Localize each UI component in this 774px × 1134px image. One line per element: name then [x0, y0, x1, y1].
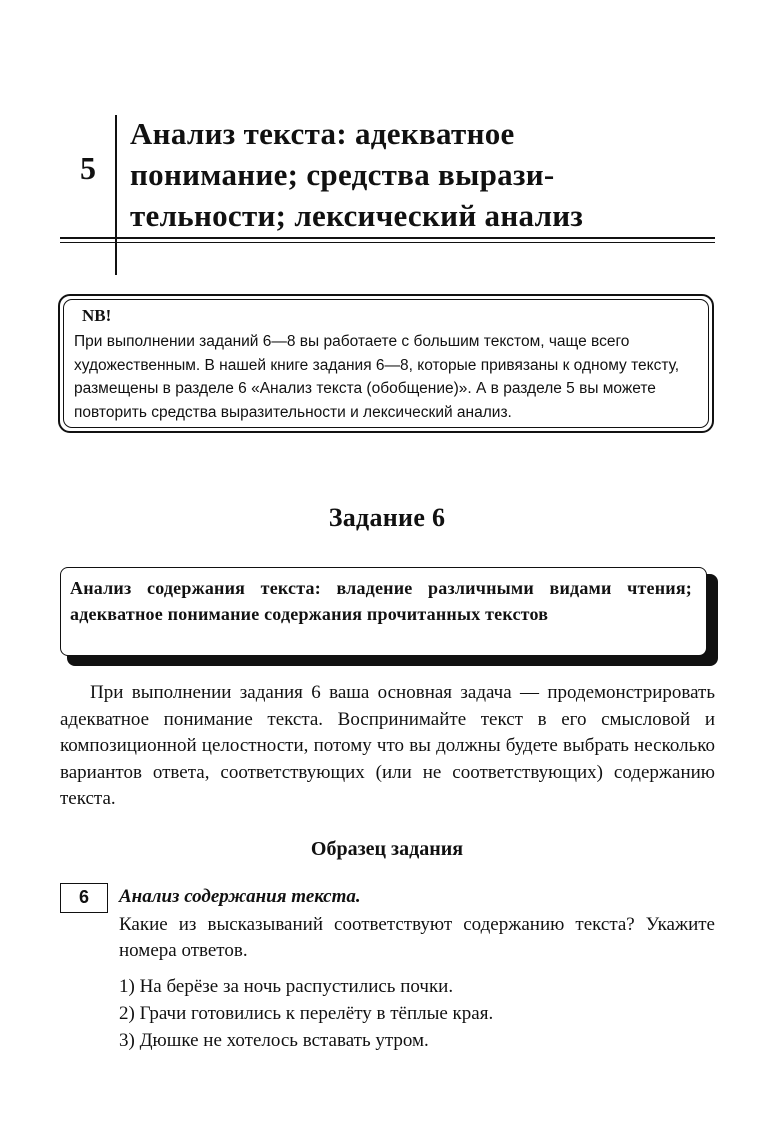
task-title: Задание 6 — [328, 503, 446, 532]
answer-options — [119, 973, 715, 1054]
nb-text: При выполнении заданий 6—8 вы работаете с большим текстом, чаще всего художественным. В нашей книге задания 6—8, которые привязаны к одному тексту, размещены в разделе 6 «Анализ текста (обобщение)». А в разделе 5 вы можете повторить средства выразительности и лексический анализ. — [74, 333, 680, 421]
chapter-rule — [60, 237, 715, 239]
nb-label: NB! — [82, 306, 112, 325]
sample-title: Образец задания — [310, 838, 464, 860]
chapter-title — [130, 113, 730, 236]
chapter-number: 5 — [80, 150, 96, 186]
sample-question: Какие из высказываний соответствуют содержанию текста? Укажите номера ответов. — [119, 914, 715, 961]
chapter-title-line: Анализ текста: адекватное — [130, 116, 515, 151]
answer-option: 2) Грачи готовились к перелёту в тёплые края. — [119, 1003, 494, 1024]
chapter-title-line: тельности; лексический анализ — [130, 198, 584, 233]
task-number-box: 6 — [60, 883, 108, 913]
task-paragraph: При выполнении задания 6 ваша основная задача — продемонстрировать адекватное понимание текста. Воспринимайте текст в его смысловой и композиционной целостности, потому что вы должны будете выбрать несколько вариантов ответа, соответствующих (или не соответствующих) содержанию текста. — [60, 682, 715, 809]
topic-box-text: Анализ содержания текста: владение различными видами чтения; адекватное понимание содержания прочитанных текстов — [70, 578, 692, 624]
answer-option: 1) На берёзе за ночь распустились почки. — [119, 976, 454, 997]
chapter-rule-thin — [60, 242, 715, 243]
answer-option: 3) Дюшке не хотелось вставать утром. — [119, 1030, 429, 1051]
chapter-title-line: понимание; средства вырази- — [130, 157, 555, 192]
sample-subtitle: Анализ содержания текста. — [119, 886, 361, 907]
chapter-vertical-rule — [115, 115, 117, 275]
